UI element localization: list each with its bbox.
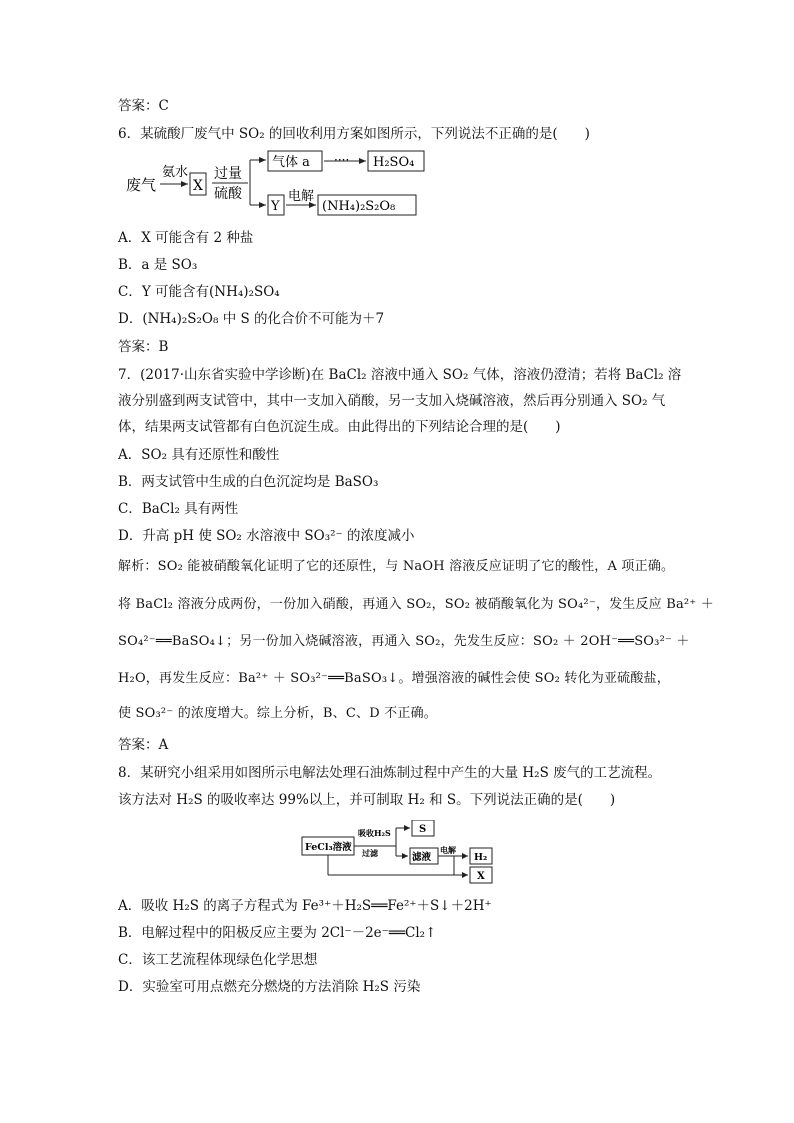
- q6-y-label: Y: [271, 199, 280, 214]
- q6-answer: 答案：B: [118, 339, 169, 355]
- q6-option-d: D．(NH₄)₂S₂O₈ 中 S 的化合价不可能为＋7: [118, 311, 385, 327]
- q6-product-label: (NH₄)₂S₂O₈: [322, 199, 396, 214]
- q8-filter-label: 过滤: [362, 848, 378, 858]
- q8-option-c: C．该工艺流程体现绿色化学思想: [118, 952, 318, 968]
- q7-option-a: A．SO₂ 具有还原性和酸性: [118, 447, 280, 463]
- q8-flow-diagram: [300, 820, 500, 888]
- q7-analysis-line5: 使 SO₃²⁻ 的浓度增大。综上分析，B、C、D 不正确。: [118, 706, 437, 721]
- q8-option-a: A．吸收 H₂S 的离子方程式为 Fe³⁺＋H₂S══Fe²⁺＋S↓＋2H⁺: [118, 898, 492, 914]
- q6-dots: ····: [334, 153, 350, 167]
- q7-analysis-line1: 解析：SO₂ 能被硝酸氧化证明了它的还原性，与 NaOH 溶液反应证明了它的酸性，A 项正确。: [118, 559, 675, 574]
- q6-waste-label: 废气: [126, 176, 157, 194]
- q7-stem-line1: 7．(2017·山东省实验中学诊断)在 BaCl₂ 溶液中通入 SO₂ 气体，溶液仍澄清；若将 BaCl₂ 溶: [118, 367, 682, 383]
- q7-analysis-line3: SO₄²⁻══BaSO₄↓；另一份加入烧碱溶液，再通入 SO₂，先发生反应：SO₂ ＋ 2OH⁻══SO₃²⁻ ＋: [118, 634, 690, 649]
- q7-analysis-line4: H₂O，再发生反应：Ba²⁺ ＋ SO₃²⁻══BaSO₃↓。增强溶液的碱性会使 SO₂ 转化为亚硫酸盐，: [118, 671, 670, 686]
- q8-filtrate-label: 滤液: [412, 852, 432, 863]
- q6-flow-diagram: [118, 150, 428, 222]
- q8-x-label: X: [477, 871, 485, 882]
- q7-stem-line2: 液分别盛到两支试管中，其中一支加入硝酸，另一支加入烧碱溶液，然后再分别通入 SO₂ 气: [118, 393, 666, 409]
- q6-electrolysis-label: 电解: [288, 189, 315, 204]
- q6-gas-label: 气体 a: [272, 155, 310, 170]
- q8-electrolysis-label: 电解: [440, 845, 456, 855]
- q7-option-b: B．两支试管中生成的白色沉淀均是 BaSO₃: [118, 474, 379, 490]
- q7-answer: 答案：A: [118, 737, 169, 753]
- q7-option-d: D．升高 pH 使 SO₂ 水溶液中 SO₃²⁻ 的浓度减小: [118, 528, 415, 544]
- q6-sulfuric-label: 硫酸: [214, 186, 242, 202]
- q8-option-b: B．电解过程中的阳极反应主要为 2Cl⁻－2e⁻══Cl₂↑: [118, 925, 437, 941]
- q6-stem: 6．某硫酸厂废气中 SO₂ 的回收利用方案如图所示，下列说法不正确的是( ): [118, 126, 590, 142]
- q8-option-d: D．实验室可用点燃充分燃烧的方法消除 H₂S 污染: [118, 979, 421, 995]
- q6-option-c: C．Y 可能含有(NH₄)₂SO₄: [118, 284, 280, 300]
- q6-option-a: A．X 可能含有 2 种盐: [118, 230, 254, 246]
- q8-fecl3-label: FeCl₃溶液: [305, 842, 352, 853]
- q8-s-label: S: [419, 824, 427, 835]
- q6-h2so4-label: H₂SO₄: [373, 155, 415, 170]
- q6-x-label: X: [193, 178, 203, 194]
- q7-option-c: C．BaCl₂ 具有两性: [118, 501, 239, 517]
- q6-ammonia-label: 氨水: [162, 165, 189, 180]
- q8-stem-line2: 该方法对 H₂S 的吸收率达 99%以上，并可制取 H₂ 和 S。下列说法正确的是( ): [118, 792, 616, 808]
- answer-5: 答案：C: [118, 98, 169, 114]
- q6-excess-label: 过量: [214, 166, 242, 182]
- q8-absorb-label: 吸收H₂S: [358, 828, 391, 838]
- q8-h2-label: H₂: [474, 852, 488, 863]
- q7-analysis-line2: 将 BaCl₂ 溶液分成两份，一份加入硝酸，再通入 SO₂，SO₂ 被硝酸氧化为 SO₄²⁻，发生反应 Ba²⁺ ＋: [118, 597, 714, 612]
- q6-option-b: B．a 是 SO₃: [118, 257, 198, 273]
- q8-stem-line1: 8．某研究小组采用如图所示电解法处理石油炼制过程中产生的大量 H₂S 废气的工艺流程。: [118, 765, 662, 781]
- q7-stem-line3: 体，结果两支试管都有白色沉淀生成。由此得出的下列结论合理的是( ): [118, 419, 561, 435]
